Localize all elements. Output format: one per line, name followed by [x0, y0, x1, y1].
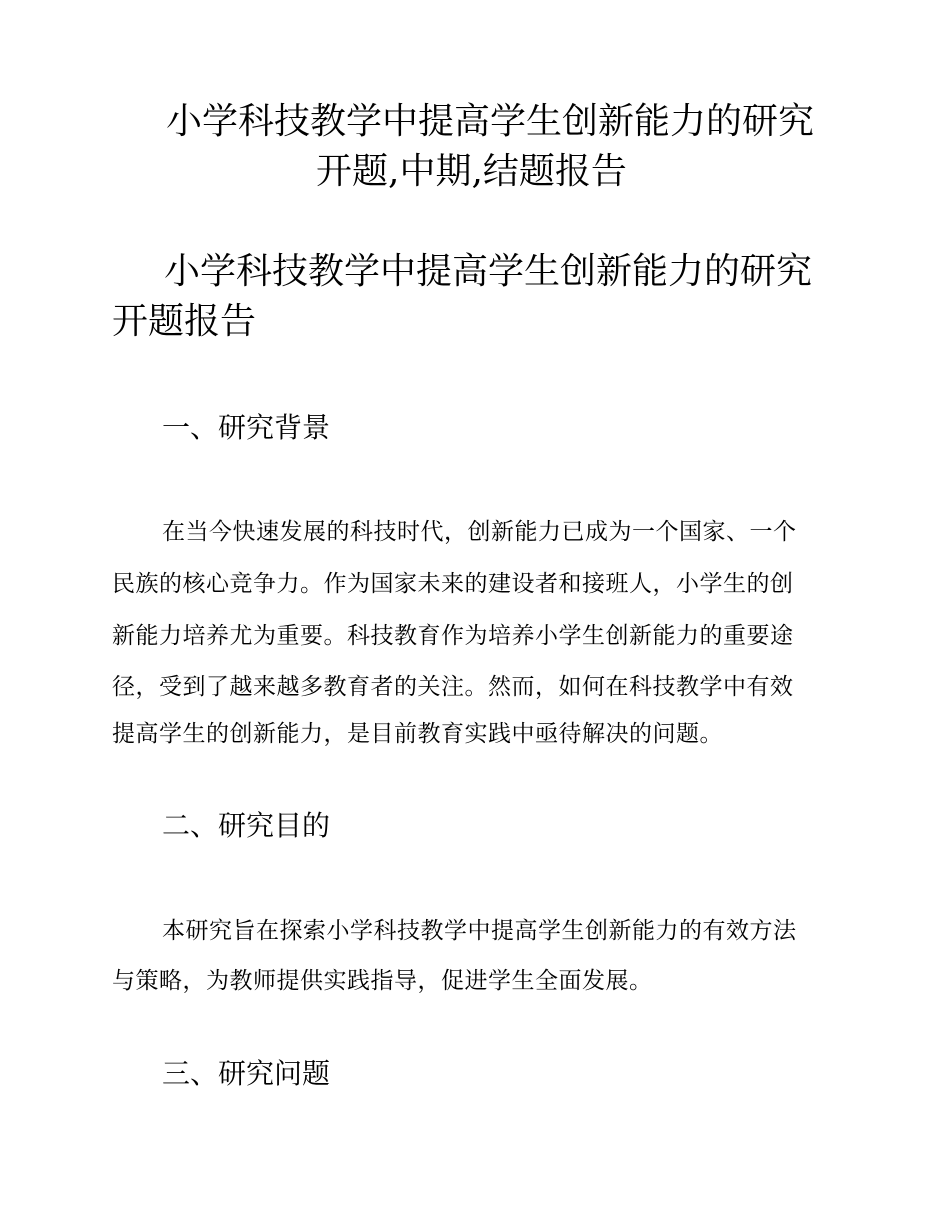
paragraph-line: 在当今快速发展的科技时代，创新能力已成为一个国家、一个 — [162, 519, 797, 545]
document-title-line-2: 开题,中期,结题报告 — [316, 151, 627, 192]
section-heading-background: 一、研究背景 — [162, 411, 331, 444]
report-title-line-1: 小学科技教学中提高学生创新能力的研究 — [164, 251, 813, 292]
report-title-line-2: 开题报告 — [112, 301, 257, 342]
paragraph-line: 与策略，为教师提供实践指导，促进学生全面发展。 — [112, 968, 653, 994]
paragraph-line: 提高学生的创新能力，是目前教育实践中亟待解决的问题。 — [112, 721, 723, 747]
document-title-line-1: 小学科技教学中提高学生创新能力的研究 — [166, 101, 815, 142]
section-heading-purpose: 二、研究目的 — [162, 809, 331, 842]
paragraph-line: 径，受到了越来越多教育者的关注。然而，如何在科技教学中有效 — [112, 674, 794, 700]
paragraph-line: 民族的核心竞争力。作为国家未来的建设者和接班人，小学生的创 — [112, 571, 794, 597]
section-heading-questions: 三、研究问题 — [162, 1057, 331, 1090]
paragraph-line: 新能力培养尤为重要。科技教育作为培养小学生创新能力的重要途 — [112, 623, 794, 649]
paragraph-line: 本研究旨在探索小学科技教学中提高学生创新能力的有效方法 — [162, 918, 797, 944]
